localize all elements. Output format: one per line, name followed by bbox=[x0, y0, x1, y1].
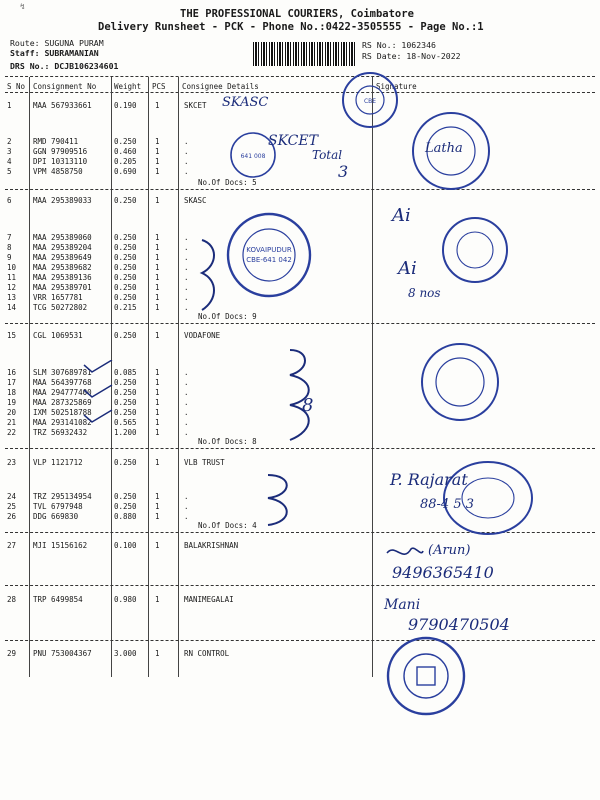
sno-cell: 5 bbox=[7, 167, 12, 176]
divider bbox=[5, 92, 595, 93]
stamp-skasc-2 bbox=[440, 215, 510, 285]
consignee-cell: VLB TRUST bbox=[184, 458, 225, 467]
hand-brace-scribble-3 bbox=[196, 235, 236, 315]
consignment-cell: CGL 1069531 bbox=[33, 331, 83, 340]
pcs-cell: 1 bbox=[155, 512, 160, 521]
col-weight: Weight bbox=[114, 82, 142, 91]
consignee-cell: . bbox=[184, 147, 189, 156]
weight-cell: 0.250 bbox=[114, 408, 137, 417]
sno-cell: 17 bbox=[7, 378, 17, 387]
pcs-cell: 1 bbox=[155, 408, 160, 417]
pcs-cell: 1 bbox=[155, 388, 160, 397]
pcs-cell: 1 bbox=[155, 458, 160, 467]
consignment-cell: TRZ 56932432 bbox=[33, 428, 88, 437]
weight-cell: 0.250 bbox=[114, 253, 137, 262]
consignment-cell: MAA 295389682 bbox=[33, 263, 92, 272]
pcs-cell: 1 bbox=[155, 196, 160, 205]
consignment-cell: IXM 502518788 bbox=[33, 408, 92, 417]
weight-cell: 0.250 bbox=[114, 458, 137, 467]
hand-total: Total bbox=[312, 148, 343, 162]
consignment-cell: MAA 294777400 bbox=[33, 388, 92, 397]
pcs-cell: 1 bbox=[155, 293, 160, 302]
consignee-cell: RN CONTROL bbox=[184, 649, 230, 658]
table-row bbox=[0, 101, 600, 111]
pcs-cell: 1 bbox=[155, 283, 160, 292]
consignment-cell: MAA 567933661 bbox=[33, 101, 92, 110]
consignee-cell: . bbox=[184, 492, 189, 501]
hand-arun: (Arun) bbox=[428, 543, 471, 558]
consignee-cell: . bbox=[184, 428, 189, 437]
consignee-cell: SKCET bbox=[184, 101, 207, 110]
pcs-cell: 1 bbox=[155, 492, 160, 501]
col-sno: S No bbox=[7, 82, 26, 91]
pcs-cell: 1 bbox=[155, 418, 160, 427]
consignment-cell: TRZ 295134954 bbox=[33, 492, 92, 501]
table-row bbox=[0, 595, 600, 605]
sno-cell: 4 bbox=[7, 157, 12, 166]
hand-latha: Latha bbox=[425, 141, 463, 156]
consignment-cell: MAA 295389060 bbox=[33, 233, 92, 242]
weight-cell: 0.250 bbox=[114, 137, 137, 146]
col-signature: Signature bbox=[376, 82, 417, 91]
consignee-cell: . bbox=[184, 408, 189, 417]
hand-brace-scribble bbox=[240, 345, 360, 445]
runsheet-subtitle: Delivery Runsheet - PCK - Phone No.:0422-3505555 - Page No.:1 bbox=[98, 21, 484, 33]
route-label: Route: SUGUNA PURAM bbox=[10, 38, 104, 48]
table-row bbox=[0, 331, 600, 341]
docs-count-1: No.Of Docs: 5 bbox=[198, 178, 257, 187]
consignee-cell: . bbox=[184, 283, 189, 292]
pcs-cell: 1 bbox=[155, 273, 160, 282]
hand-eight: 8 bbox=[302, 395, 314, 416]
hand-tick-marks bbox=[82, 360, 122, 440]
svg-text:641 008: 641 008 bbox=[240, 153, 266, 160]
weight-cell: 0.250 bbox=[114, 293, 137, 302]
svg-text:KOVAIPUDUR: KOVAIPUDUR bbox=[246, 246, 292, 254]
weight-cell: 0.215 bbox=[114, 303, 137, 312]
consignment-cell: MAA 295389204 bbox=[33, 243, 92, 252]
sno-cell: 10 bbox=[7, 263, 17, 272]
sno-cell: 29 bbox=[7, 649, 17, 658]
staff-label: Staff: SUBRAMANIAN bbox=[10, 48, 99, 58]
hand-phone-2: 9790470504 bbox=[408, 615, 510, 634]
consignment-cell: MAA 564397768 bbox=[33, 378, 92, 387]
pcs-cell: 1 bbox=[155, 157, 160, 166]
group-divider bbox=[5, 189, 595, 190]
consignment-cell: VPM 4858750 bbox=[33, 167, 83, 176]
col-consignment: Consignment No bbox=[33, 82, 97, 91]
consignment-cell: SLM 307689781 bbox=[33, 368, 92, 377]
consignment-cell: MAA 295389649 bbox=[33, 253, 92, 262]
sno-cell: 13 bbox=[7, 293, 17, 302]
weight-cell: 0.250 bbox=[114, 398, 137, 407]
consignee-cell: . bbox=[184, 303, 189, 312]
table-row bbox=[0, 157, 600, 167]
col-consignee: Consignee Details bbox=[182, 82, 259, 91]
consignee-cell: BALAKRISHNAN bbox=[184, 541, 239, 550]
weight-cell: 0.250 bbox=[114, 283, 137, 292]
docs-count-4: No.Of Docs: 4 bbox=[198, 521, 257, 530]
stamp-vodafone bbox=[418, 340, 502, 424]
pcs-cell: 1 bbox=[155, 398, 160, 407]
rs-no: RS No.: 1062346 bbox=[362, 40, 436, 50]
table-row bbox=[0, 167, 600, 177]
stamp-rn-controls bbox=[384, 634, 468, 718]
hand-8nos: 8 nos bbox=[408, 286, 441, 300]
sno-cell: 25 bbox=[7, 502, 17, 511]
consignment-cell: TVL 6797948 bbox=[33, 502, 83, 511]
pcs-cell: 1 bbox=[155, 331, 160, 340]
weight-cell: 0.250 bbox=[114, 243, 137, 252]
consignee-cell: . bbox=[184, 273, 189, 282]
pcs-cell: 1 bbox=[155, 263, 160, 272]
consignee-cell: . bbox=[184, 243, 189, 252]
sno-cell: 28 bbox=[7, 595, 17, 604]
weight-cell: 0.100 bbox=[114, 541, 137, 550]
sno-cell: 6 bbox=[7, 196, 12, 205]
sno-cell: 27 bbox=[7, 541, 17, 550]
table-row bbox=[0, 303, 600, 313]
pcs-cell: 1 bbox=[155, 167, 160, 176]
svg-text:CBE: CBE bbox=[363, 98, 377, 105]
pcs-cell: 1 bbox=[155, 378, 160, 387]
table-row bbox=[0, 649, 600, 659]
pcs-cell: 1 bbox=[155, 303, 160, 312]
consignee-cell: MANIMEGALAI bbox=[184, 595, 234, 604]
weight-cell: 0.250 bbox=[114, 196, 137, 205]
consignment-cell: DPI 10313110 bbox=[33, 157, 88, 166]
consignment-cell: VLP 1121712 bbox=[33, 458, 83, 467]
rs-date: RS Date: 18-Nov-2022 bbox=[362, 51, 461, 61]
sno-cell: 9 bbox=[7, 253, 12, 262]
hand-arun-scribble bbox=[385, 543, 425, 563]
consignment-cell: MAA 295389136 bbox=[33, 273, 92, 282]
consignee-cell: . bbox=[184, 293, 189, 302]
hand-skasc: SKASC bbox=[222, 95, 269, 110]
consignment-cell: RMD 790411 bbox=[33, 137, 79, 146]
hand-brace-scribble-2 bbox=[258, 470, 318, 530]
sno-cell: 14 bbox=[7, 303, 17, 312]
sno-cell: 16 bbox=[7, 368, 17, 377]
consignee-cell: . bbox=[184, 378, 189, 387]
consignee-cell: . bbox=[184, 388, 189, 397]
weight-cell: 0.250 bbox=[114, 378, 137, 387]
col-pcs: PCS bbox=[152, 82, 166, 91]
sno-cell: 20 bbox=[7, 408, 17, 417]
hand-total-num: 3 bbox=[338, 162, 349, 181]
weight-cell: 0.980 bbox=[114, 595, 137, 604]
weight-cell: 0.250 bbox=[114, 233, 137, 242]
sno-cell: 15 bbox=[7, 331, 17, 340]
weight-cell: 0.085 bbox=[114, 368, 137, 377]
hand-ai-1: Ai bbox=[392, 205, 411, 226]
consignment-cell: DDG 669830 bbox=[33, 512, 79, 521]
sno-cell: 21 bbox=[7, 418, 17, 427]
pcs-cell: 1 bbox=[155, 595, 160, 604]
weight-cell: 1.200 bbox=[114, 428, 137, 437]
weight-cell: 3.000 bbox=[114, 649, 137, 658]
consignee-cell: . bbox=[184, 502, 189, 511]
sno-cell: 19 bbox=[7, 398, 17, 407]
group-divider bbox=[5, 448, 595, 449]
stamp-vlb-trust bbox=[224, 210, 314, 300]
consignment-cell: MJI 15156162 bbox=[33, 541, 88, 550]
consignee-cell: . bbox=[184, 157, 189, 166]
table-row bbox=[0, 541, 600, 551]
consignee-cell: . bbox=[184, 418, 189, 427]
consignee-cell: . bbox=[184, 167, 189, 176]
pcs-cell: 1 bbox=[155, 428, 160, 437]
consignee-cell: . bbox=[184, 512, 189, 521]
hand-p-sign: P. Rajarat bbox=[390, 470, 468, 489]
consignment-cell: PNU 753004367 bbox=[33, 649, 92, 658]
hand-phone-1: 9496365410 bbox=[392, 563, 494, 582]
pcs-cell: 1 bbox=[155, 649, 160, 658]
consignee-cell: . bbox=[184, 368, 189, 377]
sno-cell: 24 bbox=[7, 492, 17, 501]
weight-cell: 0.250 bbox=[114, 388, 137, 397]
consignment-cell: MAA 295389701 bbox=[33, 283, 92, 292]
sno-cell: 26 bbox=[7, 512, 17, 521]
divider bbox=[5, 76, 595, 77]
hand-skcet: SKCET bbox=[268, 133, 318, 149]
pcs-cell: 1 bbox=[155, 233, 160, 242]
sno-cell: 3 bbox=[7, 147, 12, 156]
consignee-cell: . bbox=[184, 253, 189, 262]
consignment-cell: GGN 97909516 bbox=[33, 147, 88, 156]
sno-cell: 23 bbox=[7, 458, 17, 467]
weight-cell: 0.250 bbox=[114, 273, 137, 282]
hand-p-num: 88-4 5 3 bbox=[420, 497, 475, 512]
consignee-cell: . bbox=[184, 233, 189, 242]
barcode bbox=[253, 42, 356, 66]
weight-cell: 0.250 bbox=[114, 331, 137, 340]
consignment-cell: MAA 293141082 bbox=[33, 418, 92, 427]
table-row bbox=[0, 196, 600, 206]
weight-cell: 0.565 bbox=[114, 418, 137, 427]
group-divider bbox=[5, 640, 595, 641]
weight-cell: 0.460 bbox=[114, 147, 137, 156]
group-divider bbox=[5, 585, 595, 586]
consignee-cell: . bbox=[184, 263, 189, 272]
weight-cell: 0.250 bbox=[114, 263, 137, 272]
docs-count-3: No.Of Docs: 8 bbox=[198, 437, 257, 446]
sno-cell: 11 bbox=[7, 273, 17, 282]
consignee-cell: VODAFONE bbox=[184, 331, 221, 340]
sno-cell: 22 bbox=[7, 428, 17, 437]
hand-mani: Mani bbox=[384, 597, 421, 613]
weight-cell: 0.190 bbox=[114, 101, 137, 110]
sno-cell: 7 bbox=[7, 233, 12, 242]
scan-mark: ↯ bbox=[20, 2, 25, 11]
stamp-skasc-1 bbox=[340, 70, 400, 130]
sno-cell: 18 bbox=[7, 388, 17, 397]
consignment-cell: TRP 6499854 bbox=[33, 595, 83, 604]
consignment-cell: MAA 287325869 bbox=[33, 398, 92, 407]
weight-cell: 0.880 bbox=[114, 512, 137, 521]
pcs-cell: 1 bbox=[155, 137, 160, 146]
consignment-cell: TCG 50272802 bbox=[33, 303, 88, 312]
sno-cell: 8 bbox=[7, 243, 12, 252]
svg-text:CBE-641 042: CBE-641 042 bbox=[246, 256, 292, 264]
consignment-cell: VRR 1657781 bbox=[33, 293, 83, 302]
weight-cell: 0.250 bbox=[114, 492, 137, 501]
consignment-cell: MAA 295389033 bbox=[33, 196, 92, 205]
consignee-cell: SKASC bbox=[184, 196, 207, 205]
docs-count-2: No.Of Docs: 9 bbox=[198, 312, 257, 321]
consignee-cell: . bbox=[184, 398, 189, 407]
group-divider bbox=[5, 323, 595, 324]
pcs-cell: 1 bbox=[155, 253, 160, 262]
weight-cell: 0.205 bbox=[114, 157, 137, 166]
pcs-cell: 1 bbox=[155, 502, 160, 511]
pcs-cell: 1 bbox=[155, 101, 160, 110]
sno-cell: 12 bbox=[7, 283, 17, 292]
pcs-cell: 1 bbox=[155, 243, 160, 252]
weight-cell: 0.250 bbox=[114, 502, 137, 511]
pcs-cell: 1 bbox=[155, 147, 160, 156]
consignee-cell: . bbox=[184, 137, 189, 146]
drs-label: DRS No.: DCJB106234601 bbox=[10, 61, 119, 71]
company-title: THE PROFESSIONAL COURIERS, Coimbatore bbox=[180, 8, 414, 20]
pcs-cell: 1 bbox=[155, 368, 160, 377]
pcs-cell: 1 bbox=[155, 541, 160, 550]
sno-cell: 2 bbox=[7, 137, 12, 146]
hand-ai-2: Ai bbox=[398, 258, 417, 279]
sno-cell: 1 bbox=[7, 101, 12, 110]
weight-cell: 0.690 bbox=[114, 167, 137, 176]
